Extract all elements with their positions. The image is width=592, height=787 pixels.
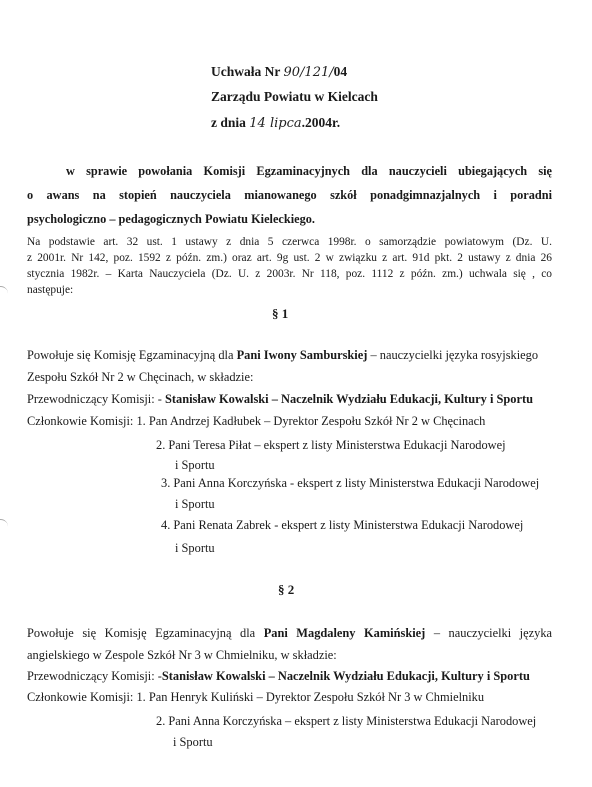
legal-basis-line-4: następuje: [27, 284, 74, 296]
handwritten-number: 90/121/ [283, 65, 334, 80]
section-1-member-4: 4. Pani Renata Zabrek - ekspert z listy Ministerstwa Edukacji Narodowej [161, 518, 524, 532]
punch-hole-mark [0, 286, 8, 301]
subject-line-1: w sprawie powołania Komisji Egzaminacyjnych dla nauczycieli ubiegających się [66, 164, 552, 178]
resolution-number-suffix: 04 [333, 64, 348, 79]
section-1-members-label: Członkowie Komisji: [27, 414, 137, 428]
punch-hole-mark [0, 519, 8, 534]
resolution-number-prefix: Uchwała Nr [211, 64, 284, 79]
section-1-heading: § 1 [272, 306, 289, 321]
subject-line-2: o awans na stopień nauczyciela mianowanego szkół ponadgimnazjalnych i poradni [27, 188, 552, 202]
section-2-member-1-text: 1. Pan Henryk Kuliński – Dyrektor Zespołu Szkół Nr 3 w Chmielniku [136, 690, 485, 704]
section-1-member-1 [27, 414, 485, 429]
section-1-member-3-cont: i Sportu [175, 497, 215, 511]
section-1-member-2: 2. Pani Teresa Piłat – ekspert z listy Ministerstwa Edukacji Narodowej [156, 438, 506, 452]
resolution-date [211, 115, 340, 131]
section-2-member-2-cont: i Sportu [173, 735, 213, 749]
section-1-intro-text: Powołuje się Komisję Egzaminacyjną dla [27, 348, 237, 362]
section-2-member-2: 2. Pani Anna Korczyńska – ekspert z listy Ministerstwa Edukacji Narodowej [156, 714, 537, 728]
subject-line-3: psychologiczno – pedagogicznych Powiatu Kieleckiego. [27, 212, 315, 226]
handwritten-date: 14 lipca [249, 116, 302, 131]
section-2-heading: § 2 [278, 582, 295, 597]
section-2-intro-text: Powołuje się Komisję Egzaminacyjną dla [27, 626, 264, 640]
date-prefix: z dnia [211, 115, 250, 130]
section-1-member-3: 3. Pani Anna Korczyńska - ekspert z listy Ministerstwa Edukacji Narodowej [161, 476, 540, 490]
section-2-chair-label: Przewodniczący Komisji: - [27, 669, 162, 683]
section-1-member-4-cont: i Sportu [175, 541, 215, 555]
legal-basis-line-1: Na podstawie art. 32 ust. 1 ustawy z dnia 5 czerwca 1998r. o samorządzie powiatowym (Dz. U. [27, 236, 552, 248]
section-1-member-2-cont: i Sportu [175, 458, 215, 472]
section-2-intro [27, 626, 552, 641]
issuing-body: Zarządu Powiatu w Kielcach [211, 89, 378, 104]
date-suffix: .2004r. [301, 115, 341, 130]
section-2-intro-role: – nauczycielki języka [425, 626, 553, 640]
section-2-chair [27, 669, 530, 684]
section-1-intro-role: – nauczycielki języka rosyjskiego [367, 348, 539, 362]
legal-basis-line-3: stycznia 1982r. – Karta Nauczyciela (Dz. U. z 2003r. Nr 118, poz. 1112 z późn. zm.) uchwala się , co [27, 268, 552, 280]
section-1-chair-name: Stanisław Kowalski – Naczelnik Wydziału Edukacji, Kultury i Sportu [164, 392, 533, 406]
section-1-member-1-text: 1. Pan Andrzej Kadłubek – Dyrektor Zespołu Szkół Nr 2 w Chęcinach [136, 414, 486, 428]
section-2-chair-name: Stanisław Kowalski – Naczelnik Wydziału Edukacji, Kultury i Sportu [161, 669, 530, 683]
section-2-school: angielskiego w Zespole Szkół Nr 3 w Chmielniku, w składzie: [27, 648, 337, 662]
section-1-intro [27, 348, 538, 363]
section-1-candidate-name: Pani Iwony Samburskiej [236, 348, 368, 362]
legal-basis-line-2: z 2001r. Nr 142, poz. 1592 z późn. zm.) oraz art. 9g ust. 2 w związku z art. 91d pkt. 2 ustawy z dnia 26 [27, 252, 552, 264]
section-1-school: Zespołu Szkół Nr 2 w Chęcinach, w składzie: [27, 370, 254, 384]
section-2-member-1 [27, 690, 484, 705]
section-2-members-label: Członkowie Komisji: [27, 690, 137, 704]
section-1-chair-label: Przewodniczący Komisji: - [27, 392, 165, 406]
section-2-candidate-name: Pani Magdaleny Kamińskiej [263, 626, 426, 640]
section-1-chair [27, 392, 533, 407]
resolution-number [211, 64, 347, 80]
